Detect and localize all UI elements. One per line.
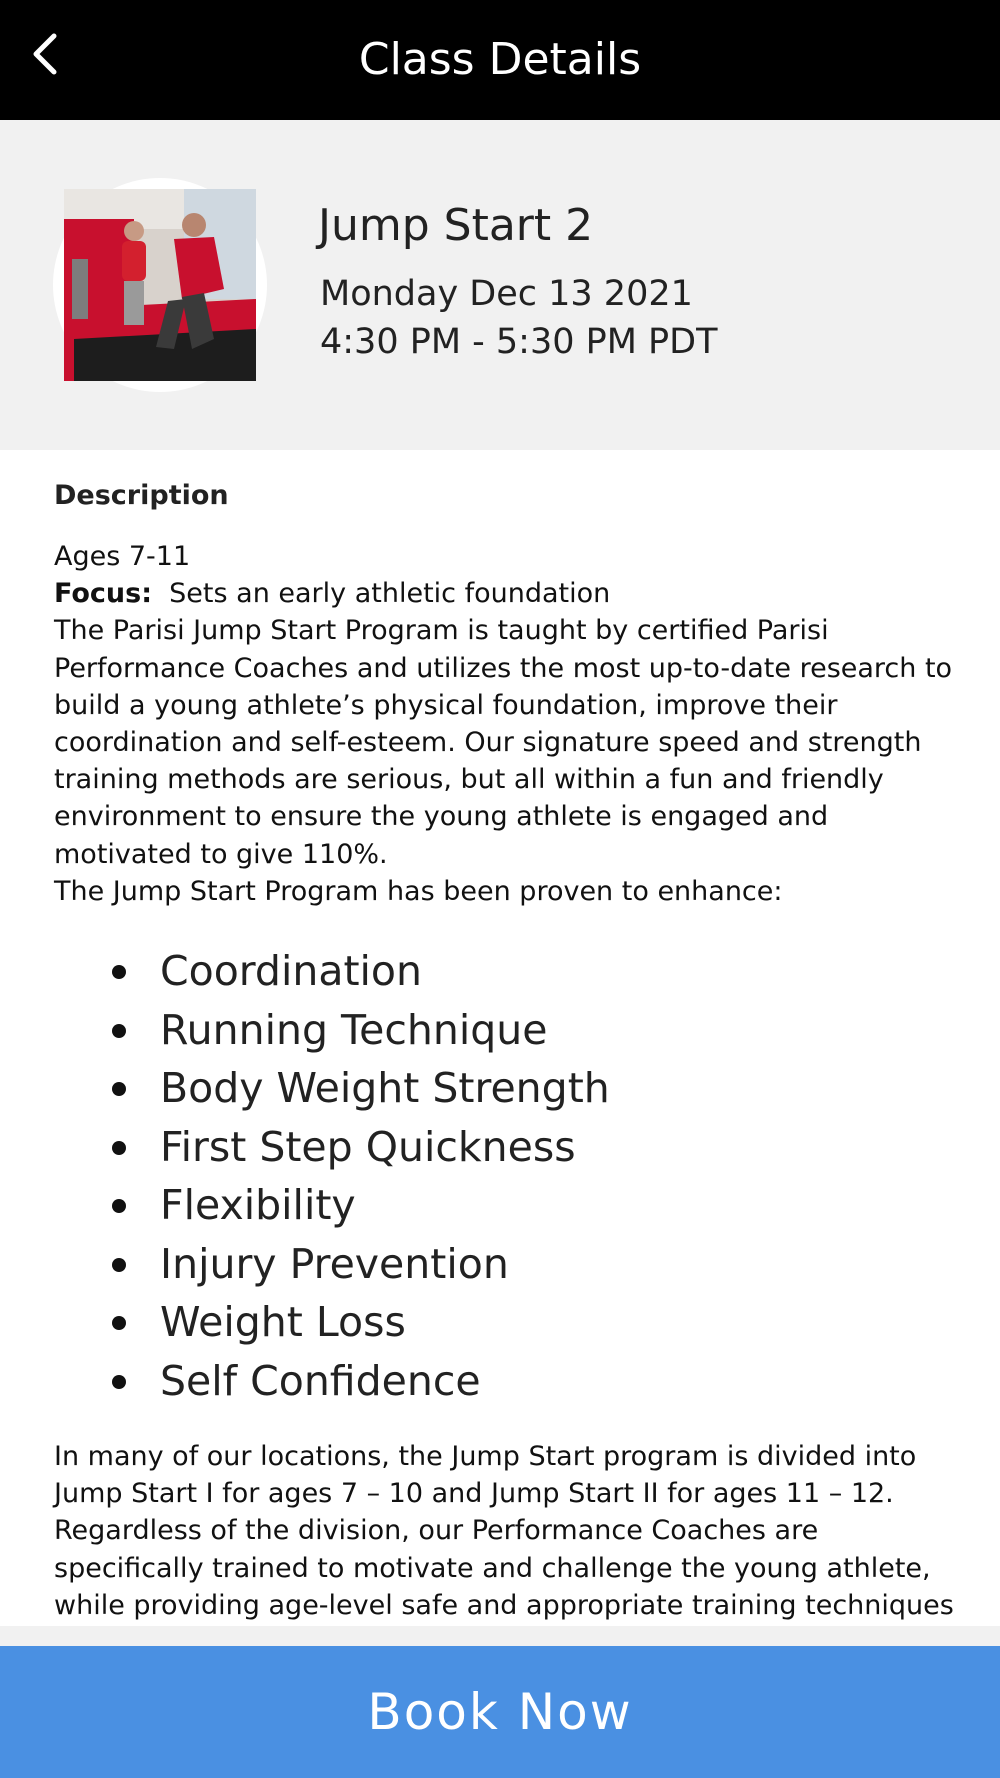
class-name: Jump Start 2 <box>318 200 594 251</box>
focus-line <box>54 575 964 612</box>
list-item: Injury Prevention <box>54 1235 964 1294</box>
book-now-button[interactable]: Book Now <box>0 1646 1000 1778</box>
list-item: Running Technique <box>54 1001 964 1060</box>
back-button[interactable] <box>24 28 72 84</box>
focus-text: Sets an early athletic foundation <box>169 578 611 610</box>
list-item: Body Weight Strength <box>54 1059 964 1118</box>
program-paragraph: The Parisi Jump Start Program is taught by certified Parisi Performance Coaches and utilizes the most up-to-date research to build a young athlete’s physical foundation, improve their coordination and self-esteem. Our signature speed and strength training methods are serious, but all within a fun and friendly environment to ensure the young athlete is engaged and motivated to give 110%. <box>54 615 953 870</box>
focus-label: Focus: <box>54 578 152 610</box>
description-section <box>54 474 964 1626</box>
bullet-icon <box>112 1375 126 1389</box>
bullet-icon <box>112 1024 126 1038</box>
description-heading: Description <box>54 480 229 511</box>
list-item: Self Confidence <box>54 1352 964 1411</box>
benefits-list <box>54 942 964 1410</box>
bullet-icon <box>112 1316 126 1330</box>
list-item: Coordination <box>54 942 964 1001</box>
ages-text: Ages 7-11 <box>54 541 191 572</box>
class-photo <box>64 189 256 381</box>
bullet-icon <box>112 1141 126 1155</box>
top-bar <box>0 0 1000 120</box>
scroll-fade <box>0 1626 1000 1646</box>
class-time: 4:30 PM - 5:30 PM PDT <box>320 322 718 362</box>
bullet-icon <box>112 965 126 979</box>
bullet-icon <box>112 1258 126 1272</box>
page-title: Class Details <box>358 34 642 85</box>
list-item: Weight Loss <box>54 1293 964 1352</box>
list-item: Flexibility <box>54 1176 964 1235</box>
enhance-intro: The Jump Start Program has been proven to enhance: <box>54 875 783 907</box>
divisions-paragraph: In many of our locations, the Jump Start program is divided into Jump Start I for ages 7 – 10 and Jump Start II for ages 11 – 12. Regardless of the division, our Performance Coaches are specifically trained to motivate and challenge the young athlete, while providing age-level safe and appropriate training techniques <box>54 1441 954 1621</box>
bullet-icon <box>112 1199 126 1213</box>
bullet-icon <box>112 1082 126 1096</box>
chevron-left-icon <box>24 28 72 84</box>
list-item: First Step Quickness <box>54 1118 964 1177</box>
class-date: Monday Dec 13 2021 <box>320 274 693 314</box>
